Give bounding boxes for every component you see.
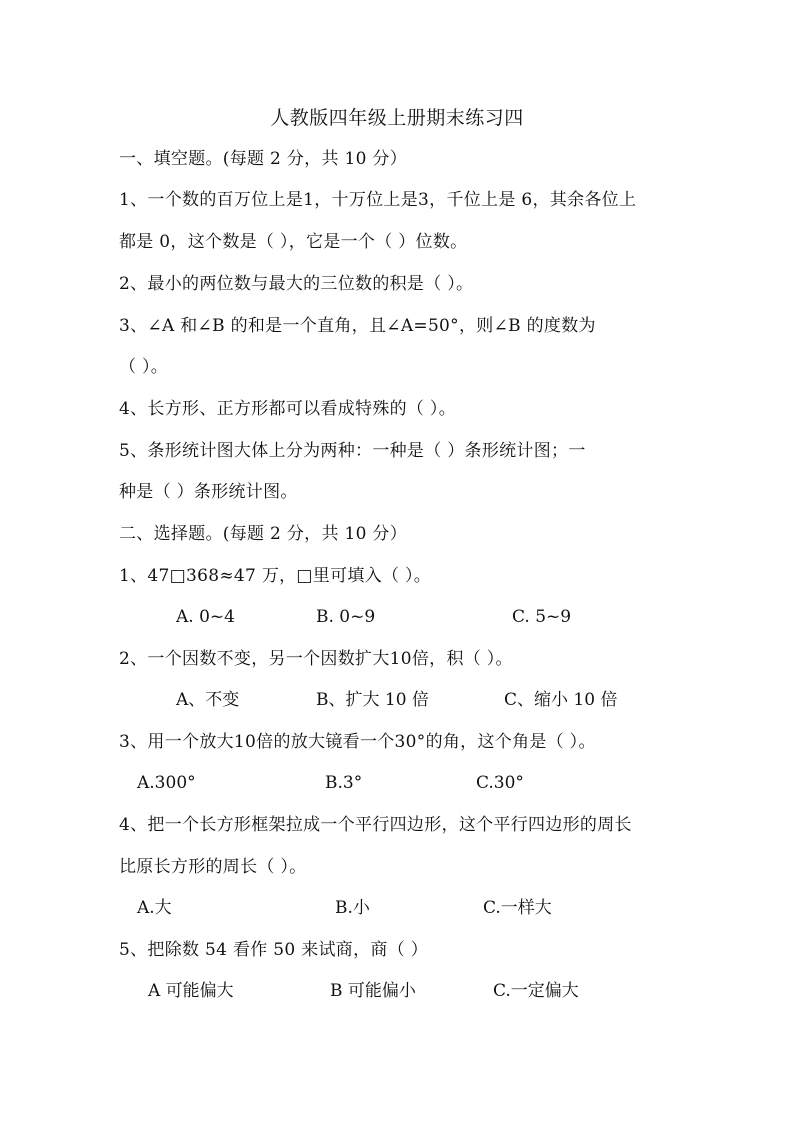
s1-question-3-line-2: （ ）。 (119, 357, 169, 377)
s2-q4-option-b: B.小 (335, 898, 370, 918)
s2-question-4-line-1: 4、把一个长方形框架拉成一个平行四边形，这个平行四边形的周长 (119, 815, 632, 835)
s2-q3-option-a: A.300° (137, 773, 196, 793)
s1-question-2: 2、最小的两位数与最大的三位数的积是（ ）。 (119, 274, 474, 294)
s2-q4-option-a: A.大 (137, 898, 172, 918)
s2-q3-option-b: B.3° (325, 773, 363, 793)
page-title: 人教版四年级上册期末练习四 (270, 107, 524, 129)
section1-heading: 一、填空题。(每题 2 分，共 10 分） (119, 149, 407, 169)
s1-question-1-line-2: 都是 0，这个数是（ ），它是一个（ ）位数。 (119, 232, 468, 252)
s2-question-4-line-2: 比原长方形的周长（ ）。 (119, 857, 307, 877)
s2-question-1: 1、47□368≈47 万，□里可填入（ ）。 (119, 566, 432, 586)
s1-question-4: 4、长方形、正方形都可以看成特殊的（ ）。 (119, 399, 457, 419)
s2-q4-option-c: C.一样大 (483, 898, 552, 918)
s2-q2-option-b: B、扩大 10 倍 (316, 690, 429, 710)
s2-question-5: 5、把除数 54 看作 50 来试商，商（ ） (119, 940, 428, 960)
s2-question-3: 3、用一个放大10倍的放大镜看一个30°的角，这个角是（ ）。 (119, 732, 596, 752)
s1-question-3-line-1: 3、∠A 和∠B 的和是一个直角，且∠A=50°，则∠B 的度数为 (119, 316, 596, 336)
s1-question-5-line-2: 种是（ ）条形统计图。 (119, 482, 298, 502)
s1-question-1-line-1: 1、一个数的百万位上是1，十万位上是3，千位上是 6，其余各位上 (119, 190, 637, 210)
s2-q1-option-a: A. 0~4 (176, 607, 235, 627)
s2-q1-option-b: B. 0~9 (316, 607, 376, 627)
s1-question-5-line-1: 5、条形统计图大体上分为两种：一种是（ ）条形统计图；一 (119, 441, 586, 461)
s2-q2-option-a: A、不变 (176, 690, 240, 710)
s2-question-2: 2、一个因数不变，另一个因数扩大10倍，积（ ）。 (119, 649, 513, 669)
s2-q5-option-a: A 可能偏大 (148, 981, 234, 1001)
s2-q2-option-c: C、缩小 10 倍 (504, 690, 618, 710)
s2-q5-option-b: B 可能偏小 (330, 981, 416, 1001)
section2-heading: 二、选择题。(每题 2 分，共 10 分） (119, 524, 407, 544)
s2-q1-option-c: C. 5~9 (512, 607, 572, 627)
s2-q3-option-c: C.30° (476, 773, 524, 793)
s2-q5-option-c: C.一定偏大 (493, 981, 579, 1001)
